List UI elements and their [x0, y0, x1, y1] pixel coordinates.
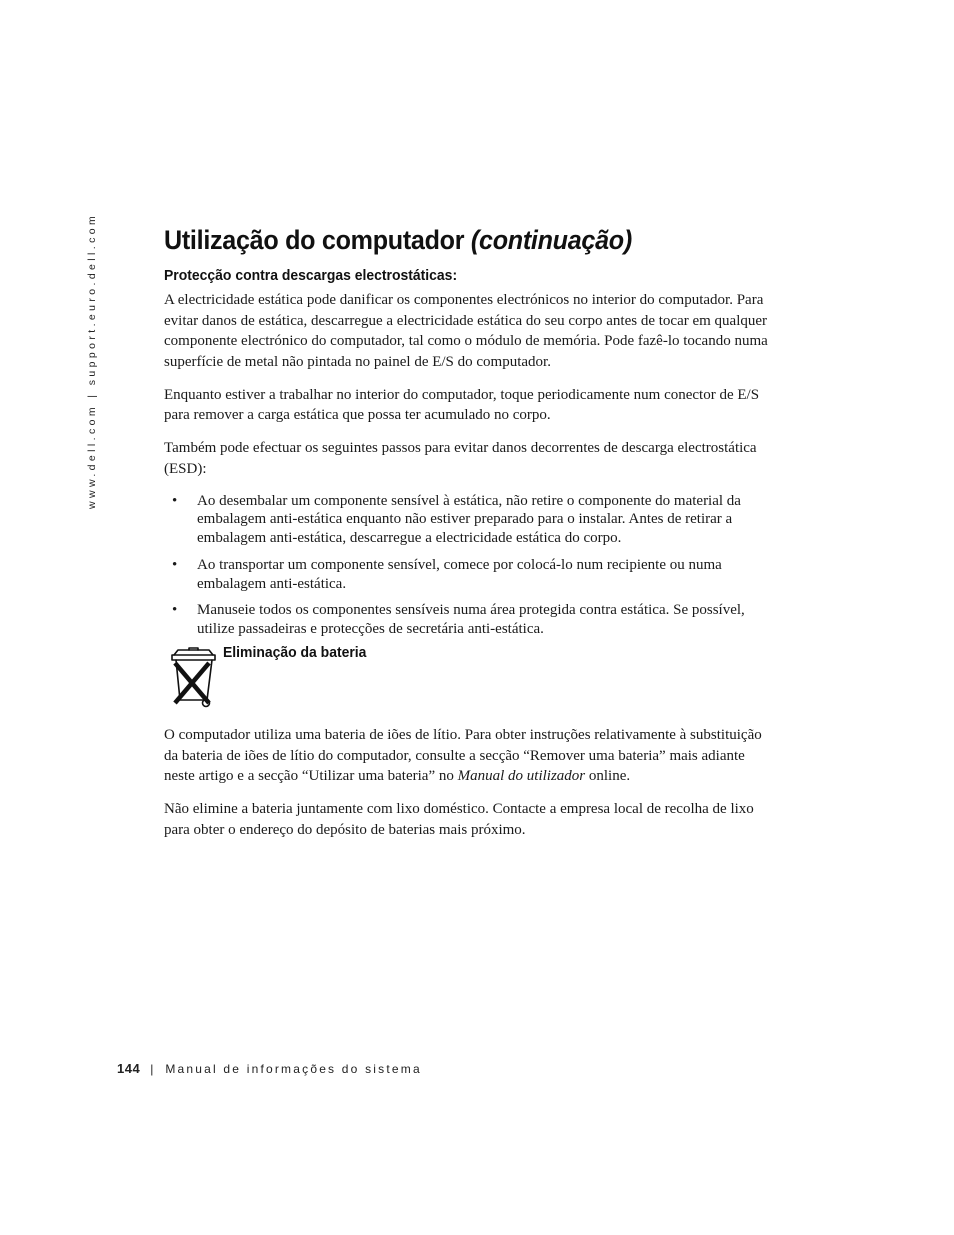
battery-disposal-heading: Eliminação da bateria	[223, 644, 367, 662]
bullet-dot: •	[172, 492, 178, 509]
battery-paragraph-1-end: online.	[585, 768, 631, 785]
esd-section-heading: Protecção contra descargas electrostáticas:	[164, 267, 458, 284]
bullet-item-3	[164, 601, 776, 639]
page-title-main: Utilização do computador	[164, 225, 465, 255]
user-manual-title: Manual do utilizador	[457, 768, 586, 785]
esd-paragraph-1: A electricidade estática pode danificar os componentes electrónicos no interior do computador. Para evitar danos de estática, descarregue a electricidade estática do seu corpo antes de tocar em qualquer componente electrónico do computador, tal como o módulo de memória. Pode fazê-lo tocando numa superfície de metal não pintada no painel de E/S do computador.	[164, 292, 768, 370]
main-content	[164, 220, 776, 853]
battery-disposal-header	[164, 644, 776, 725]
esd-paragraph-3: Também pode efectuar os seguintes passos para evitar danos decorrentes de descarga electrostática (ESD):	[164, 440, 757, 477]
bullet-item-1	[164, 492, 776, 548]
side-website-url: www.dell.com | support.euro.dell.com	[86, 212, 98, 509]
page-title	[164, 220, 733, 260]
battery-paragraph-1-start: O computador utiliza uma bateria de iões de lítio. Para obter instruções relativamente à substituição da bateria de iões de lítio do computador, consulte a secção “Remover uma bateria” mais adiante neste artigo e a secção “Utilizar uma bateria” no	[164, 727, 762, 785]
footer-separator: |	[150, 1062, 154, 1076]
bullet-text-2: Ao transportar um componente sensível, comece por colocá-lo num recipiente ou numa embalagem anti-estática.	[197, 556, 722, 592]
crossed-out-wheelie-bin-icon	[169, 647, 219, 709]
bullet-text-1: Ao desembalar um componente sensível à estática, não retire o componente do material da embalagem anti-estática enquanto não estiver preparado para o instalar. Antes de retirar a embalagem anti-estática, descarregue a electricidade estática do corpo.	[197, 492, 741, 547]
bullet-dot: •	[172, 556, 178, 573]
bullet-item-2	[164, 556, 776, 594]
esd-paragraph-2: Enquanto estiver a trabalhar no interior do computador, toque periodicamente num conector de E/S para remover a carga estática que possa ter acumulado no corpo.	[164, 386, 760, 423]
page-number: 144	[117, 1061, 141, 1076]
footer-manual-title: Manual de informações do sistema	[165, 1062, 422, 1076]
battery-paragraph-2: Não elimine a bateria juntamente com lixo doméstico. Contacte a empresa local de recolha de lixo para obter o endereço do depósito de baterias mais próximo.	[164, 801, 754, 838]
battery-paragraph-1	[164, 725, 776, 787]
esd-bullet-list	[164, 492, 776, 640]
page-footer	[117, 1061, 422, 1076]
page-title-continuation: (continuação)	[470, 225, 632, 255]
bullet-dot: •	[172, 602, 178, 619]
bullet-text-3: Manuseie todos os componentes sensíveis numa área protegida contra estática. Se possível, utilize passadeiras e protecções de secretária anti-estática.	[197, 602, 745, 638]
